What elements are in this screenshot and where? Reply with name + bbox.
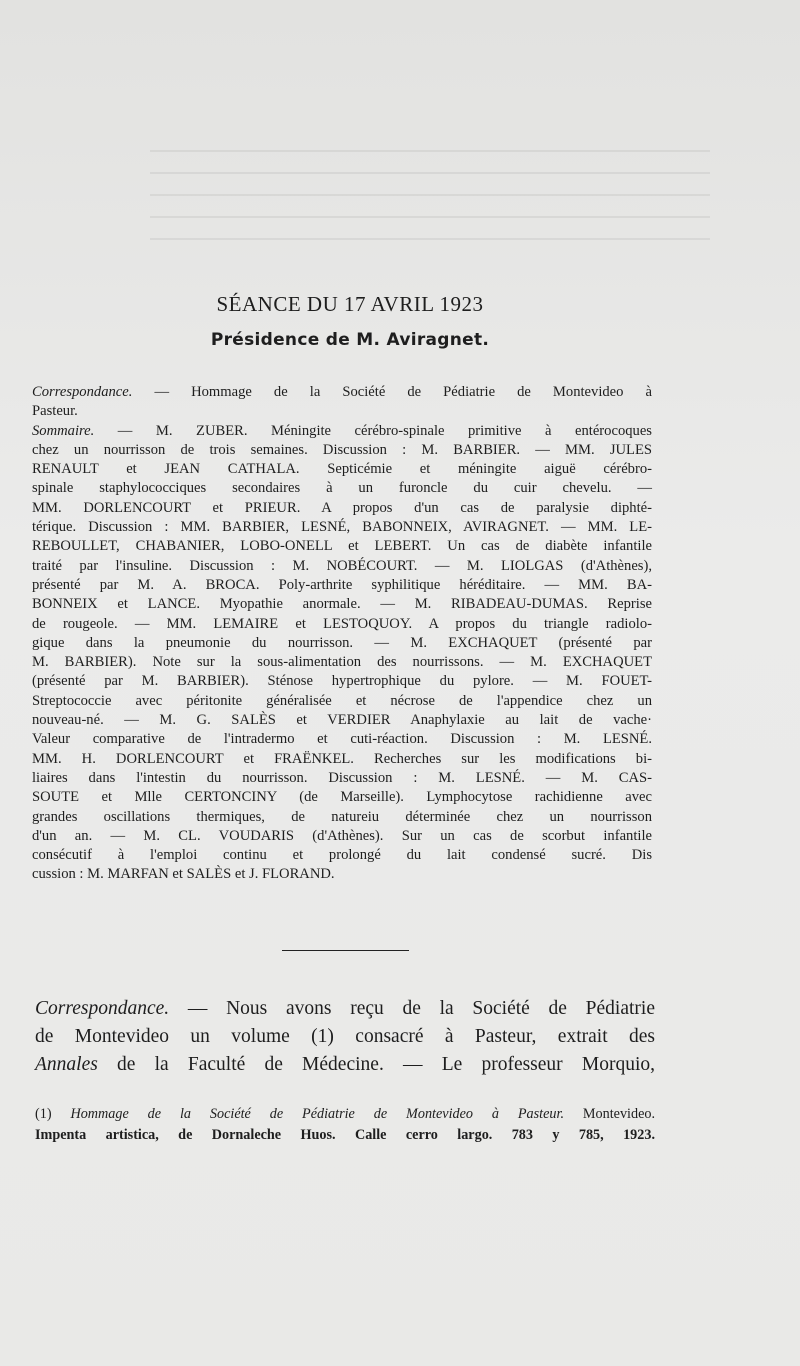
summary-text: BONNEIX et LANCE. Myopathie anormale. — M. RIBADEAU-DUMAS. Reprise	[32, 596, 652, 613]
summary-line	[32, 672, 652, 691]
body-text: de Montevideo un volume (1) consacré à Pasteur, extrait des	[35, 1026, 655, 1047]
body-lead: Annales	[35, 1054, 98, 1075]
summary-text: consécutif à l'emploi continu et prolongé du lait condensé sucré. Dis	[32, 847, 652, 864]
body-line	[35, 1051, 655, 1079]
summary-line	[32, 595, 652, 614]
presidence-line: Présidence de M. Aviragnet.	[210, 330, 490, 350]
summary-line	[32, 865, 652, 884]
summary-line	[32, 711, 652, 730]
summary-line	[32, 653, 652, 672]
body-text: de la Faculté de Médecine. — Le professeur Morquio,	[97, 1054, 655, 1075]
footnote-marker: (1)	[35, 1106, 71, 1122]
summary-text: (présenté par M. BARBIER). Sténose hypertrophique du pylore. — M. FOUET-	[32, 673, 652, 690]
summary-line	[32, 460, 652, 479]
footnote-line-2: Impenta artistica, de Dornaleche Huos. Calle cerro largo. 783 y 785, 1923.	[35, 1127, 655, 1143]
summary-line	[32, 634, 652, 653]
summary-line	[32, 383, 652, 402]
summary-line	[32, 557, 652, 576]
summary-text: SOUTE et Mlle CERTONCINY (de Marseille). Lymphocytose rachidienne avec	[32, 789, 652, 806]
summary-text: MM. H. DORLENCOURT et FRAËNKEL. Recherches sur les modifications bi-	[32, 750, 652, 767]
summary-text: — Hommage de la Société de Pédiatrie de Montevideo à	[132, 384, 652, 400]
summary-lead: Sommaire.	[32, 422, 95, 439]
summary-text: d'un an. — M. CL. VOUDARIS (d'Athènes). Sur un cas de scorbut infantile	[32, 827, 652, 844]
summary-text: Pasteur.	[32, 403, 78, 420]
summary-text: M. BARBIER). Note sur la sous-alimentation des nourrissons. — M. EXCHAQUET	[32, 654, 652, 671]
summary-line	[32, 808, 652, 827]
summary-line	[32, 846, 652, 865]
summary-line	[32, 518, 652, 537]
footnote-title: Hommage de la Société de Pédiatrie de Montevideo à Pasteur.	[70, 1106, 564, 1122]
body-line	[35, 1023, 655, 1051]
summary-text: chez un nourrisson de trois semaines. Discussion : M. BARBIER. — MM. JULES	[32, 441, 652, 458]
footnote-line-1	[35, 1104, 655, 1125]
summary-line	[32, 750, 652, 769]
summary-line	[32, 730, 652, 749]
bleed-through-text	[150, 150, 710, 240]
summary-text: nouveau-né. — M. G. SALÈS et VERDIER Anaphylaxie au lait de vache·	[32, 712, 652, 729]
summary-text: de rougeole. — MM. LEMAIRE et LESTOQUOY. A propos du triangle radiolo-	[32, 615, 652, 632]
section-divider	[282, 950, 409, 951]
summary-text: traité par l'insuline. Discussion : M. NOBÉCOURT. — M. LIOLGAS (d'Athènes),	[32, 557, 652, 574]
summary-text: RENAULT et JEAN CATHALA. Septicémie et méningite aiguë cérébro-	[32, 461, 652, 478]
summary-line	[32, 441, 652, 460]
summary-text: liaires dans l'intestin du nourrisson. Discussion : M. LESNÉ. — M. CAS-	[32, 769, 652, 786]
footnote	[35, 1104, 655, 1146]
footnote-place: Montevideo.	[564, 1106, 656, 1122]
summary-text: présenté par M. A. BROCA. Poly-arthrite syphilitique héréditaire. — MM. BA-	[32, 576, 652, 593]
summary-line	[32, 499, 652, 518]
summary-text: grandes oscillations thermiques, de natureiu déterminée chez un nourrisson	[32, 808, 652, 825]
summary-line	[32, 692, 652, 711]
summary-line	[32, 402, 652, 421]
summary-text: Valeur comparative de l'intradermo et cuti-réaction. Discussion : M. LESNÉ.	[32, 731, 652, 748]
summary-line	[32, 769, 652, 788]
summary-lead: Correspondance.	[32, 384, 133, 400]
summary-line	[32, 479, 652, 498]
summary-line	[32, 576, 652, 595]
body-line	[35, 995, 655, 1023]
body-text: — Nous avons reçu de la Société de Pédiatrie	[169, 998, 655, 1019]
summary-line	[32, 537, 652, 556]
summary-text: Streptococcie avec péritonite généralisée et nécrose de l'appendice chez un	[32, 692, 652, 709]
summary-text: — M. ZUBER. Méningite cérébro-spinale primitive à entérocoques	[94, 422, 652, 439]
summary-line	[32, 422, 652, 441]
summary-text: MM. DORLENCOURT et PRIEUR. A propos d'un cas de paralysie diphté-	[32, 499, 652, 516]
summary-text: spinale staphylococciques secondaires à un furoncle du cuir chevelu. —	[32, 480, 652, 497]
summary-line	[32, 615, 652, 634]
summary-line	[32, 788, 652, 807]
seance-title: SÉANCE DU 17 AVRIL 1923	[216, 292, 484, 316]
summary-text: gique dans la pneumonie du nourrisson. — M. EXCHAQUET (présenté par	[32, 634, 652, 651]
summary-text: térique. Discussion : MM. BARBIER, LESNÉ, BABONNEIX, AVIRAGNET. — MM. LE-	[32, 519, 652, 536]
summary-text: cussion : M. MARFAN et SALÈS et J. FLORAND.	[32, 866, 335, 883]
summary-line	[32, 827, 652, 846]
session-summary	[32, 383, 652, 885]
correspondance-paragraph	[35, 995, 655, 1079]
body-lead: Correspondance.	[35, 998, 170, 1019]
summary-text: REBOULLET, CHABANIER, LOBO-ONELL et LEBERT. Un cas de diabète infantile	[32, 538, 652, 555]
